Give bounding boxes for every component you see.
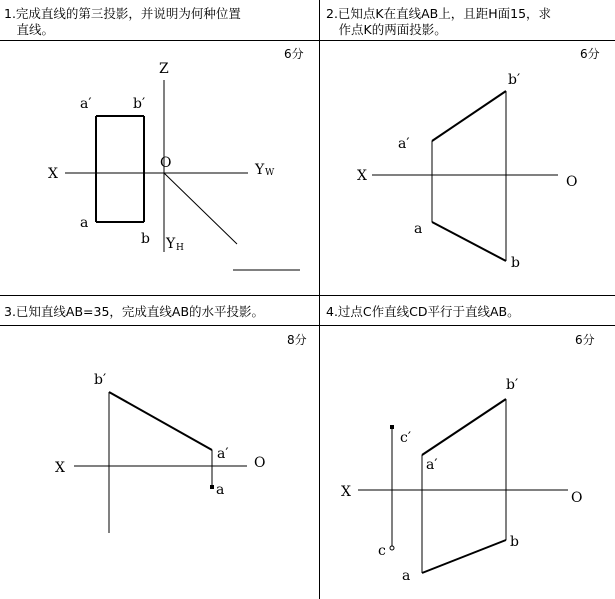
- q4-label-x: X: [341, 484, 351, 500]
- q3-label-a-prime: a′: [217, 446, 229, 462]
- q3-segment-a-prime-b-prime: [109, 392, 212, 450]
- q1-label-yw: Y: [255, 162, 265, 178]
- q1-label-z: Z: [159, 61, 169, 77]
- q1-label-yh: Y: [166, 236, 176, 252]
- q1-45-degree-line: [164, 173, 237, 244]
- q2-title-line2: 作点K的两面投影。: [326, 22, 447, 37]
- q1-label-yw-sub: W: [265, 168, 275, 178]
- q2-figure: [357, 72, 577, 271]
- q4-figure: [341, 377, 582, 584]
- q4-point-c-prime: [390, 425, 394, 429]
- q3-label-x: X: [55, 460, 65, 476]
- q4-segment-a-b: [422, 540, 506, 573]
- q4-title-line1: 4.过点C作直线CD平行于直线AB。: [326, 304, 520, 319]
- q3-figure: [55, 372, 265, 533]
- q4-label-c-prime: c′: [400, 430, 412, 446]
- q3-label-a: a: [216, 482, 225, 498]
- q4-label-origin: O: [571, 490, 583, 506]
- q2-score: 6分: [580, 47, 600, 61]
- q4-label-a-prime: a′: [426, 457, 438, 473]
- q2-label-a: a: [414, 221, 423, 237]
- q4-label-b-prime: b′: [506, 377, 519, 393]
- q4-label-c: c: [378, 543, 386, 559]
- q1-label-a: a: [80, 215, 89, 231]
- q3-label-origin: O: [254, 455, 266, 471]
- q1-score: 6分: [284, 47, 304, 61]
- q4-point-c: [390, 546, 394, 550]
- q1-label-x: X: [48, 166, 58, 182]
- q1-label-origin: O: [160, 155, 172, 171]
- q1-title-line2: 直线。: [4, 22, 55, 37]
- q3-label-b-prime: b′: [94, 372, 107, 388]
- q4-label-a: a: [402, 568, 411, 584]
- q1-label-a-prime: a′: [80, 96, 92, 112]
- q3-point-a: [210, 485, 214, 489]
- q1-label-yh-sub: H: [176, 243, 184, 253]
- q4-label-b: b: [510, 534, 519, 550]
- q2-title-line1: 2.已知点K在直线AB上，且距H面15，求: [326, 6, 552, 21]
- q4-segment-a-prime-b-prime: [422, 399, 506, 455]
- q3-title-line1: 3.已知直线AB=35，完成直线AB的水平投影。: [4, 304, 265, 319]
- q1-label-b-prime: b′: [133, 96, 146, 112]
- q2-label-a-prime: a′: [398, 136, 410, 152]
- q1-figure: [48, 61, 300, 270]
- q2-label-x: X: [357, 168, 367, 184]
- q2-label-origin: O: [566, 174, 578, 190]
- q1-label-b: b: [141, 231, 150, 247]
- q2-label-b: b: [511, 255, 520, 271]
- q2-segment-a-b: [432, 222, 506, 261]
- q3-score: 8分: [287, 333, 307, 347]
- q2-segment-a-prime-b-prime: [432, 91, 506, 141]
- q1-title-line1: 1.完成直线的第三投影，并说明为何种位置: [4, 6, 241, 21]
- q4-score: 6分: [575, 333, 595, 347]
- q2-label-b-prime: b′: [508, 72, 521, 88]
